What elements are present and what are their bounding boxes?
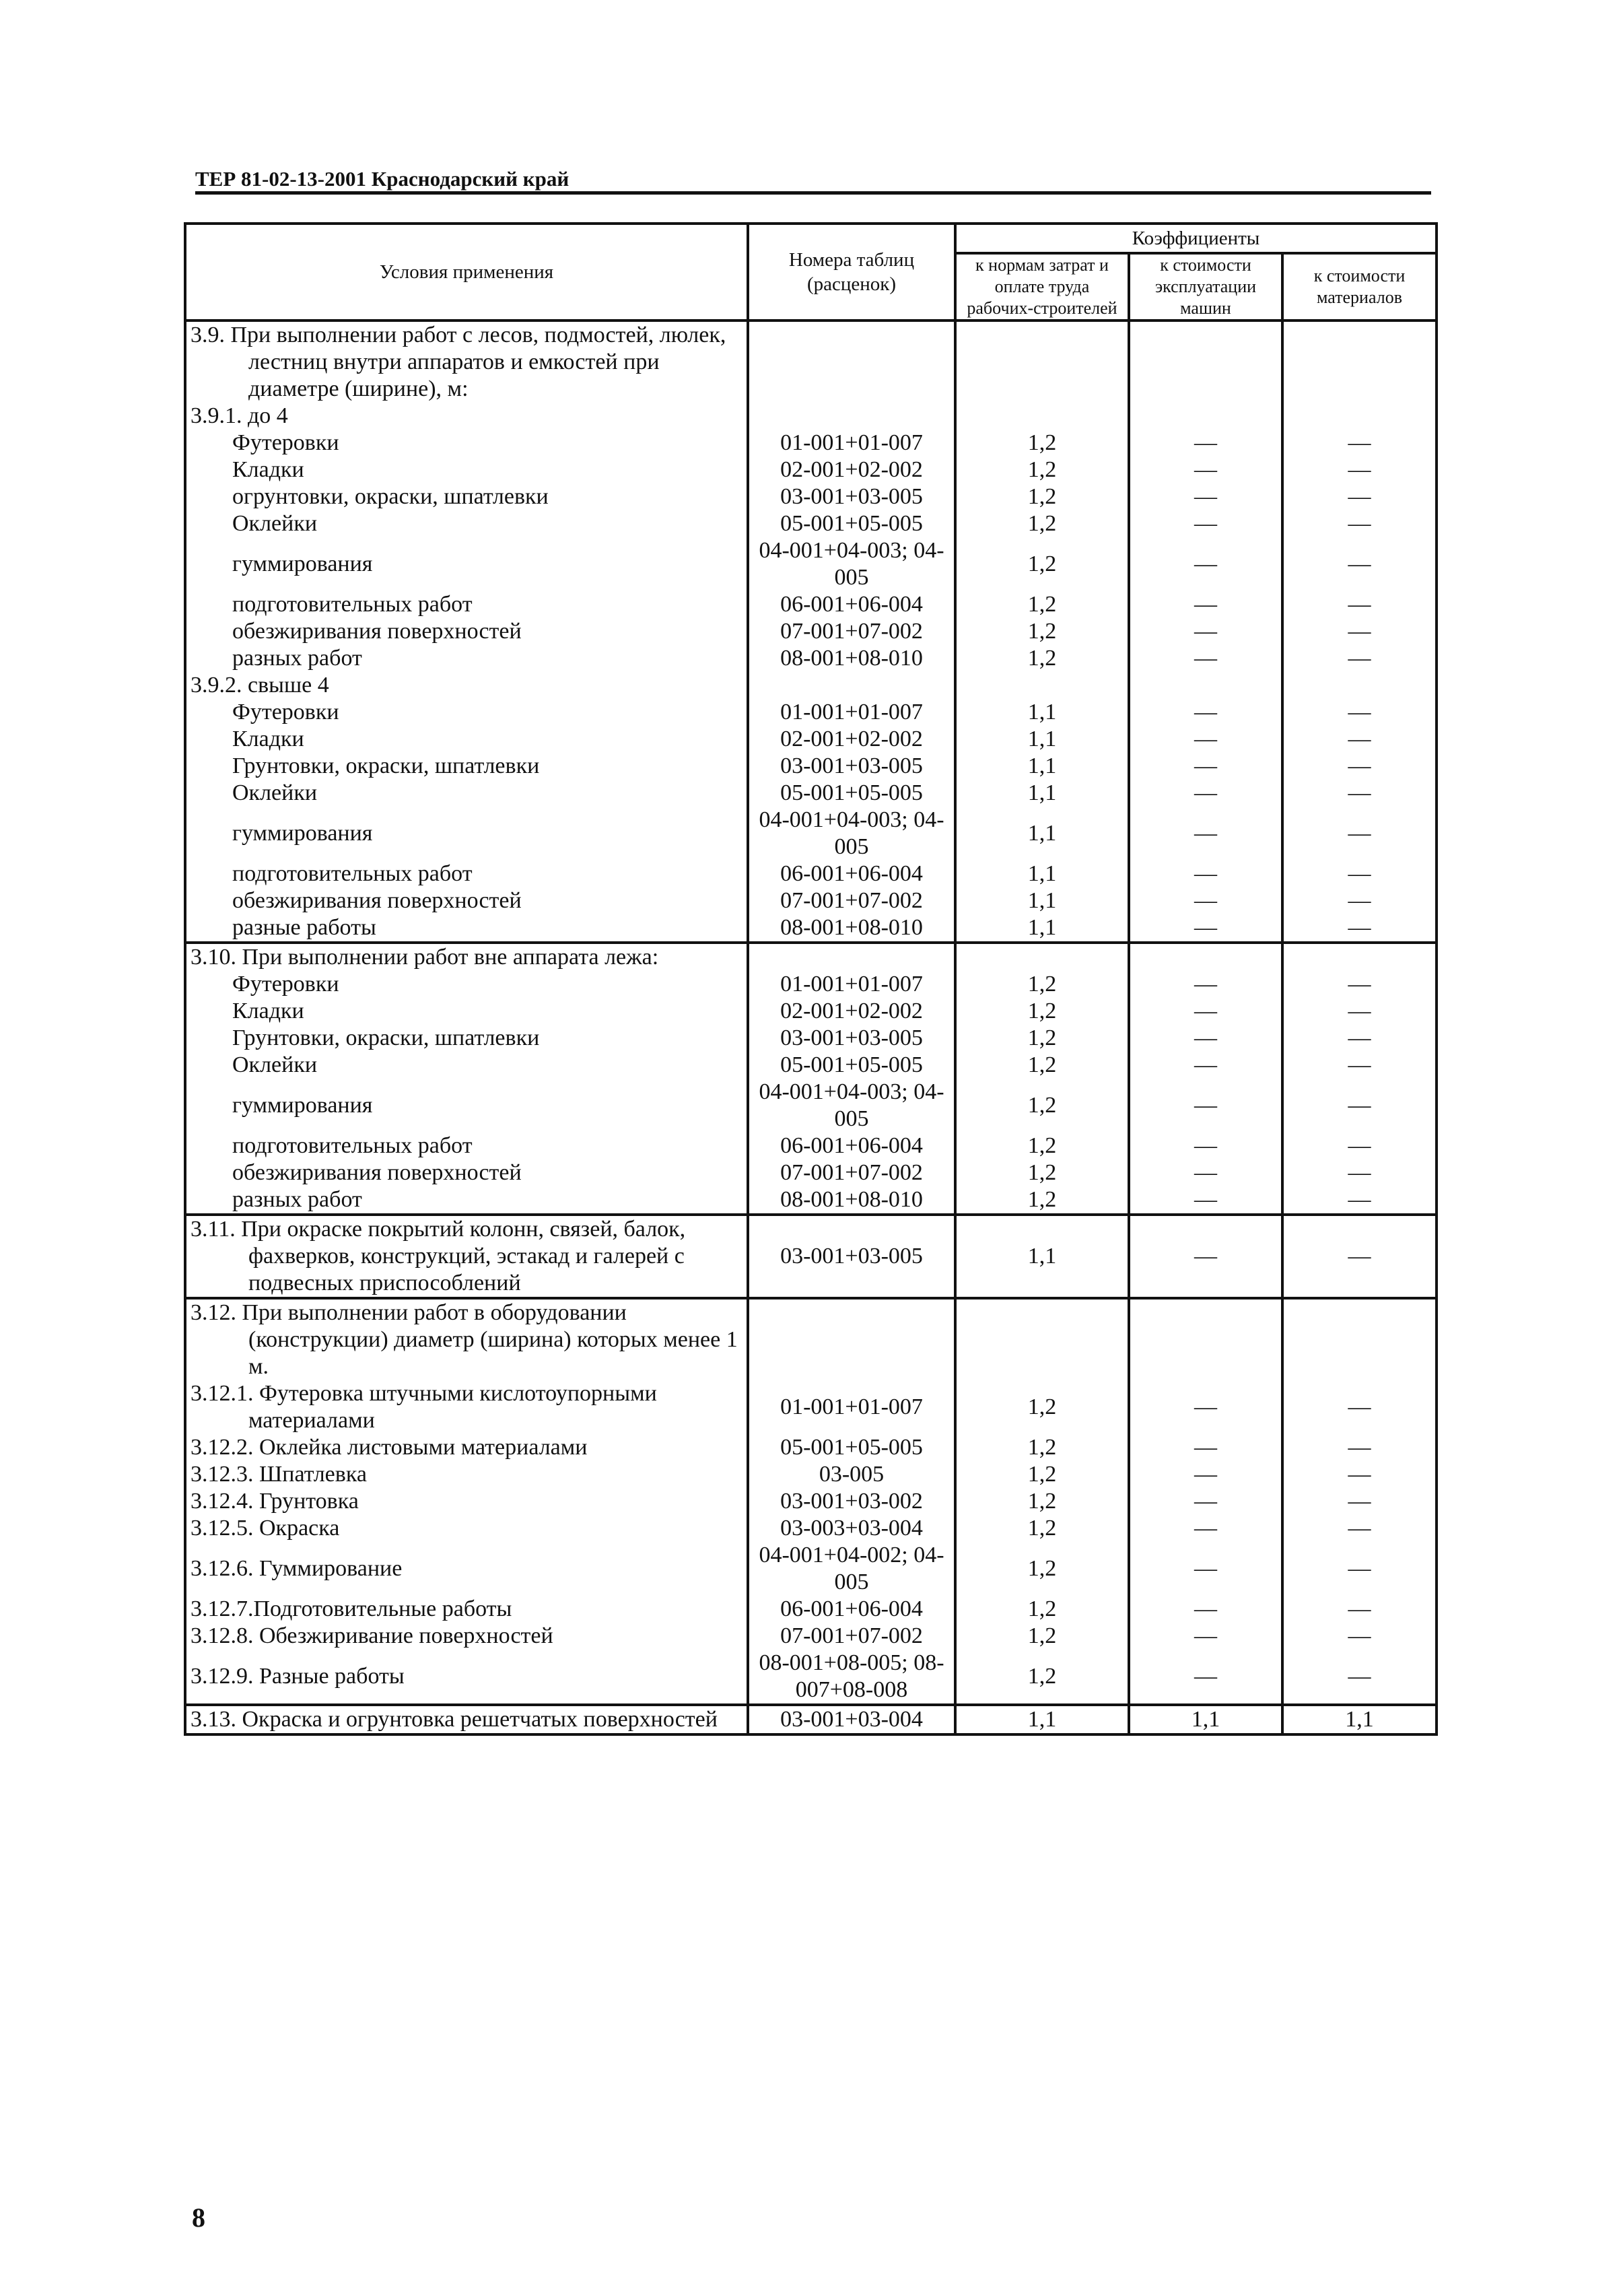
- condition-cell: [185, 1380, 748, 1434]
- table-row: [185, 1133, 1437, 1159]
- table-row: [185, 998, 1437, 1025]
- table-row: [185, 1159, 1437, 1186]
- labor-coefficient-cell: 1,2: [955, 1488, 1129, 1515]
- materials-coefficient-cell: —: [1282, 618, 1437, 645]
- machines-coefficient-cell: —: [1129, 510, 1282, 537]
- condition-cell: [185, 807, 748, 860]
- labor-coefficient-cell: 1,2: [955, 483, 1129, 510]
- materials-coefficient-cell: —: [1282, 1650, 1437, 1705]
- table-row: [185, 430, 1437, 457]
- machines-coefficient-cell: —: [1129, 1159, 1282, 1186]
- table-row: [185, 1596, 1437, 1623]
- condition-cell: [185, 753, 748, 780]
- condition-text: 3.12.2. Оклейка листовыми материалами: [191, 1435, 588, 1460]
- machines-coefficient-cell: —: [1129, 1461, 1282, 1488]
- labor-coefficient-cell: 1,2: [955, 1133, 1129, 1159]
- condition-cell: [185, 320, 748, 403]
- table-row: [185, 537, 1437, 591]
- materials-coefficient-cell: [1282, 1298, 1437, 1380]
- condition-text: 3.13. Окраска и огрунтовка решетчатых поверхностей: [191, 1707, 718, 1732]
- condition-text: разных работ: [232, 1187, 362, 1212]
- machines-coefficient-cell: —: [1129, 998, 1282, 1025]
- labor-coefficient-cell: 1,2: [955, 591, 1129, 618]
- labor-coefficient-cell: 1,2: [955, 1159, 1129, 1186]
- materials-coefficient-cell: [1282, 320, 1437, 403]
- materials-coefficient-cell: —: [1282, 971, 1437, 998]
- machines-coefficient-cell: —: [1129, 1542, 1282, 1596]
- condition-text: 3.12.8. Обезжиривание поверхностей: [191, 1623, 553, 1648]
- condition-text: Кладки: [232, 457, 304, 482]
- table-number-cell: 01-001+01-007: [748, 430, 955, 457]
- table-row: [185, 591, 1437, 618]
- materials-coefficient-cell: —: [1282, 1434, 1437, 1461]
- condition-cell: [185, 1542, 748, 1596]
- machines-coefficient-cell: —: [1129, 1434, 1282, 1461]
- condition-cell: [185, 726, 748, 753]
- condition-text: обезжиривания поверхностей: [232, 888, 522, 913]
- page-number: 8: [192, 2202, 205, 2233]
- condition-cell: [185, 1025, 748, 1052]
- condition-cell: [185, 1186, 748, 1215]
- condition-cell: [185, 943, 748, 971]
- labor-coefficient-cell: 1,1: [955, 699, 1129, 726]
- materials-coefficient-cell: —: [1282, 1079, 1437, 1133]
- table-row: [185, 1461, 1437, 1488]
- table-number-cell: 04-001+04-003; 04-005: [748, 1079, 955, 1133]
- table-row: [185, 914, 1437, 943]
- labor-coefficient-cell: 1,1: [955, 726, 1129, 753]
- condition-text: 3.12.1. Футеровка штучными кислотоупорными материалами: [191, 1381, 657, 1433]
- condition-text: подготовительных работ: [232, 861, 473, 886]
- labor-coefficient-cell: 1,2: [955, 1650, 1129, 1705]
- labor-coefficient-cell: 1,2: [955, 457, 1129, 483]
- table-number-cell: 02-001+02-002: [748, 457, 955, 483]
- machines-coefficient-cell: —: [1129, 1052, 1282, 1079]
- condition-text: 3.12.5. Окраска: [191, 1516, 340, 1541]
- machines-coefficient-cell: —: [1129, 430, 1282, 457]
- condition-text: подготовительных работ: [232, 592, 473, 617]
- materials-coefficient-cell: —: [1282, 537, 1437, 591]
- condition-text: Оклейки: [232, 780, 318, 805]
- materials-coefficient-cell: —: [1282, 1025, 1437, 1052]
- table-number-cell: 03-001+03-005: [748, 1215, 955, 1298]
- materials-coefficient-cell: 1,1: [1282, 1705, 1437, 1734]
- table-number-cell: 06-001+06-004: [748, 591, 955, 618]
- table-number-cell: 05-001+05-005: [748, 780, 955, 807]
- machines-coefficient-cell: —: [1129, 483, 1282, 510]
- header-labor: к нормам затрат и оплате труда рабочих-строителей: [955, 253, 1129, 320]
- coefficients-table: [184, 222, 1438, 1736]
- table-number-cell: 07-001+07-002: [748, 618, 955, 645]
- condition-text: 3.11. При окраске покрытий колонн, связей, балок, фахверков, конструкций, эстакад и галерей с подвесных приспособлений: [191, 1217, 686, 1295]
- condition-text: 3.12.3. Шпатлевка: [191, 1462, 367, 1487]
- labor-coefficient-cell: 1,1: [955, 887, 1129, 914]
- materials-coefficient-cell: —: [1282, 998, 1437, 1025]
- condition-cell: [185, 618, 748, 645]
- materials-coefficient-cell: —: [1282, 1515, 1437, 1542]
- machines-coefficient-cell: —: [1129, 618, 1282, 645]
- table-number-cell: 03-001+03-005: [748, 753, 955, 780]
- table-number-cell: 02-001+02-002: [748, 998, 955, 1025]
- table-number-cell: 01-001+01-007: [748, 1380, 955, 1434]
- labor-coefficient-cell: 1,2: [955, 1515, 1129, 1542]
- table-row: [185, 1542, 1437, 1596]
- condition-cell: [185, 1596, 748, 1623]
- labor-coefficient-cell: 1,2: [955, 971, 1129, 998]
- table-number-cell: 04-001+04-002; 04-005: [748, 1542, 955, 1596]
- condition-cell: [185, 1434, 748, 1461]
- table-row: [185, 483, 1437, 510]
- labor-coefficient-cell: 1,1: [955, 780, 1129, 807]
- condition-text: Оклейки: [232, 511, 318, 536]
- table-number-cell: 06-001+06-004: [748, 860, 955, 887]
- table-row: [185, 1052, 1437, 1079]
- table-row: [185, 672, 1437, 699]
- materials-coefficient-cell: —: [1282, 1159, 1437, 1186]
- condition-text: Футеровки: [232, 700, 339, 724]
- machines-coefficient-cell: —: [1129, 1186, 1282, 1215]
- table-row: [185, 943, 1437, 971]
- table-row: [185, 403, 1437, 430]
- machines-coefficient-cell: —: [1129, 1380, 1282, 1434]
- materials-coefficient-cell: —: [1282, 887, 1437, 914]
- materials-coefficient-cell: —: [1282, 1215, 1437, 1298]
- labor-coefficient-cell: 1,2: [955, 998, 1129, 1025]
- machines-coefficient-cell: [1129, 672, 1282, 699]
- labor-coefficient-cell: [955, 672, 1129, 699]
- materials-coefficient-cell: —: [1282, 430, 1437, 457]
- labor-coefficient-cell: 1,2: [955, 645, 1129, 672]
- condition-cell: [185, 1515, 748, 1542]
- labor-coefficient-cell: 1,1: [955, 860, 1129, 887]
- condition-cell: [185, 1079, 748, 1133]
- condition-cell: [185, 1705, 748, 1734]
- table-number-cell: 05-001+05-005: [748, 1434, 955, 1461]
- machines-coefficient-cell: —: [1129, 887, 1282, 914]
- table-number-cell: 03-001+03-005: [748, 483, 955, 510]
- table-row: [185, 780, 1437, 807]
- materials-coefficient-cell: —: [1282, 726, 1437, 753]
- labor-coefficient-cell: 1,1: [955, 807, 1129, 860]
- table-row: [185, 1623, 1437, 1650]
- document-header: ТЕР 81-02-13-2001 Краснодарский край: [195, 167, 569, 191]
- labor-coefficient-cell: 1,2: [955, 1596, 1129, 1623]
- condition-text: Футеровки: [232, 430, 339, 455]
- table-row: [185, 971, 1437, 998]
- condition-cell: [185, 971, 748, 998]
- condition-text: 3.12.7.Подготовительные работы: [191, 1596, 512, 1621]
- condition-cell: [185, 430, 748, 457]
- labor-coefficient-cell: 1,2: [955, 1079, 1129, 1133]
- condition-text: Грунтовки, окраски, шпатлевки: [232, 1025, 540, 1050]
- table-number-cell: 04-001+04-003; 04-005: [748, 807, 955, 860]
- table-number-cell: 02-001+02-002: [748, 726, 955, 753]
- materials-coefficient-cell: —: [1282, 780, 1437, 807]
- table-row: [185, 1434, 1437, 1461]
- machines-coefficient-cell: [1129, 1298, 1282, 1380]
- condition-text: разных работ: [232, 646, 362, 671]
- table-number-cell: 05-001+05-005: [748, 510, 955, 537]
- labor-coefficient-cell: 1,1: [955, 753, 1129, 780]
- header-conditions: Условия применения: [185, 224, 748, 320]
- table-row: [185, 1515, 1437, 1542]
- table-number-cell: 03-001+03-005: [748, 1025, 955, 1052]
- machines-coefficient-cell: —: [1129, 780, 1282, 807]
- condition-cell: [185, 1461, 748, 1488]
- materials-coefficient-cell: —: [1282, 1623, 1437, 1650]
- labor-coefficient-cell: 1,2: [955, 1025, 1129, 1052]
- table-row: [185, 807, 1437, 860]
- table-number-cell: [748, 672, 955, 699]
- materials-coefficient-cell: —: [1282, 1596, 1437, 1623]
- table-number-cell: 07-001+07-002: [748, 1159, 955, 1186]
- machines-coefficient-cell: [1129, 320, 1282, 403]
- machines-coefficient-cell: —: [1129, 1079, 1282, 1133]
- table-row: [185, 618, 1437, 645]
- table-number-cell: 06-001+06-004: [748, 1596, 955, 1623]
- materials-coefficient-cell: —: [1282, 1542, 1437, 1596]
- header-materials: к стоимости материалов: [1282, 253, 1437, 320]
- labor-coefficient-cell: 1,2: [955, 1461, 1129, 1488]
- labor-coefficient-cell: 1,1: [955, 1705, 1129, 1734]
- table-row: [185, 887, 1437, 914]
- condition-text: 3.9. При выполнении работ с лесов, подмостей, люлек, лестниц внутри аппаратов и емкостей при диаметре (ширине), м:: [191, 323, 726, 401]
- machines-coefficient-cell: —: [1129, 971, 1282, 998]
- table-number-cell: [748, 943, 955, 971]
- labor-coefficient-cell: [955, 403, 1129, 430]
- condition-text: Кладки: [232, 727, 304, 751]
- condition-cell: [185, 672, 748, 699]
- condition-text: Футеровки: [232, 972, 339, 997]
- machines-coefficient-cell: —: [1129, 1488, 1282, 1515]
- labor-coefficient-cell: 1,2: [955, 618, 1129, 645]
- labor-coefficient-cell: 1,1: [955, 1215, 1129, 1298]
- condition-text: Кладки: [232, 999, 304, 1023]
- table-number-cell: 08-001+08-005; 08-007+08-008: [748, 1650, 955, 1705]
- machines-coefficient-cell: —: [1129, 1623, 1282, 1650]
- labor-coefficient-cell: 1,2: [955, 537, 1129, 591]
- materials-coefficient-cell: —: [1282, 1488, 1437, 1515]
- table-number-cell: 01-001+01-007: [748, 971, 955, 998]
- table-row: [185, 457, 1437, 483]
- materials-coefficient-cell: —: [1282, 1133, 1437, 1159]
- table-number-cell: [748, 1298, 955, 1380]
- labor-coefficient-cell: 1,2: [955, 1186, 1129, 1215]
- table-row: [185, 1186, 1437, 1215]
- machines-coefficient-cell: —: [1129, 914, 1282, 943]
- labor-coefficient-cell: 1,2: [955, 1434, 1129, 1461]
- labor-coefficient-cell: 1,2: [955, 1380, 1129, 1434]
- machines-coefficient-cell: —: [1129, 1025, 1282, 1052]
- condition-text: 3.12.9. Разные работы: [191, 1664, 405, 1689]
- condition-cell: [185, 1215, 748, 1298]
- table-number-cell: 08-001+08-010: [748, 645, 955, 672]
- table-body: [185, 320, 1437, 1734]
- materials-coefficient-cell: —: [1282, 914, 1437, 943]
- table-number-cell: [748, 403, 955, 430]
- condition-cell: [185, 1298, 748, 1380]
- materials-coefficient-cell: —: [1282, 457, 1437, 483]
- condition-text: 3.9.2. свыше 4: [191, 673, 329, 698]
- table-number-cell: 03-003+03-004: [748, 1515, 955, 1542]
- machines-coefficient-cell: —: [1129, 537, 1282, 591]
- table-number-cell: 07-001+07-002: [748, 1623, 955, 1650]
- condition-cell: [185, 1488, 748, 1515]
- table-number-cell: 07-001+07-002: [748, 887, 955, 914]
- labor-coefficient-cell: 1,2: [955, 510, 1129, 537]
- table-row: [185, 1215, 1437, 1298]
- table-row: [185, 1705, 1437, 1734]
- machines-coefficient-cell: 1,1: [1129, 1705, 1282, 1734]
- materials-coefficient-cell: —: [1282, 645, 1437, 672]
- condition-text: 3.9.1. до 4: [191, 403, 288, 428]
- materials-coefficient-cell: [1282, 943, 1437, 971]
- table-number-cell: [748, 320, 955, 403]
- table-number-cell: 05-001+05-005: [748, 1052, 955, 1079]
- table-number-cell: 03-001+03-004: [748, 1705, 955, 1734]
- machines-coefficient-cell: —: [1129, 645, 1282, 672]
- condition-text: гуммирования: [232, 1093, 373, 1118]
- table-number-cell: 03-005: [748, 1461, 955, 1488]
- machines-coefficient-cell: —: [1129, 1650, 1282, 1705]
- condition-text: подготовительных работ: [232, 1133, 473, 1158]
- condition-text: огрунтовки, окраски, шпатлевки: [232, 484, 549, 509]
- table-number-cell: 06-001+06-004: [748, 1133, 955, 1159]
- table-number-cell: 03-001+03-002: [748, 1488, 955, 1515]
- machines-coefficient-cell: —: [1129, 726, 1282, 753]
- machines-coefficient-cell: [1129, 943, 1282, 971]
- condition-cell: [185, 998, 748, 1025]
- condition-cell: [185, 914, 748, 943]
- condition-text: обезжиривания поверхностей: [232, 619, 522, 644]
- table-number-cell: 08-001+08-010: [748, 1186, 955, 1215]
- materials-coefficient-cell: —: [1282, 699, 1437, 726]
- machines-coefficient-cell: —: [1129, 699, 1282, 726]
- materials-coefficient-cell: —: [1282, 807, 1437, 860]
- labor-coefficient-cell: 1,2: [955, 430, 1129, 457]
- condition-cell: [185, 1623, 748, 1650]
- condition-cell: [185, 510, 748, 537]
- condition-cell: [185, 537, 748, 591]
- machines-coefficient-cell: —: [1129, 457, 1282, 483]
- labor-coefficient-cell: 1,1: [955, 914, 1129, 943]
- table-row: [185, 726, 1437, 753]
- machines-coefficient-cell: —: [1129, 1215, 1282, 1298]
- materials-coefficient-cell: —: [1282, 483, 1437, 510]
- table-number-cell: 08-001+08-010: [748, 914, 955, 943]
- materials-coefficient-cell: [1282, 672, 1437, 699]
- machines-coefficient-cell: —: [1129, 1596, 1282, 1623]
- table-number-cell: 04-001+04-003; 04-005: [748, 537, 955, 591]
- condition-cell: [185, 780, 748, 807]
- materials-coefficient-cell: —: [1282, 1461, 1437, 1488]
- machines-coefficient-cell: [1129, 403, 1282, 430]
- machines-coefficient-cell: —: [1129, 807, 1282, 860]
- condition-cell: [185, 1052, 748, 1079]
- condition-cell: [185, 591, 748, 618]
- labor-coefficient-cell: [955, 1298, 1129, 1380]
- condition-text: Оклейки: [232, 1052, 318, 1077]
- labor-coefficient-cell: 1,2: [955, 1623, 1129, 1650]
- machines-coefficient-cell: —: [1129, 1133, 1282, 1159]
- condition-text: 3.12. При выполнении работ в оборудовании (конструкции) диаметр (ширина) которых менее 1 м.: [191, 1300, 738, 1379]
- materials-coefficient-cell: —: [1282, 860, 1437, 887]
- condition-cell: [185, 1650, 748, 1705]
- table-row: [185, 1079, 1437, 1133]
- condition-cell: [185, 1133, 748, 1159]
- table-row: [185, 1025, 1437, 1052]
- machines-coefficient-cell: —: [1129, 753, 1282, 780]
- table-number-cell: 01-001+01-007: [748, 699, 955, 726]
- materials-coefficient-cell: [1282, 403, 1437, 430]
- condition-cell: [185, 457, 748, 483]
- table-row: [185, 699, 1437, 726]
- labor-coefficient-cell: [955, 320, 1129, 403]
- condition-text: гуммирования: [232, 821, 373, 846]
- table-row: [185, 1380, 1437, 1434]
- condition-cell: [185, 699, 748, 726]
- condition-text: 3.12.4. Грунтовка: [191, 1489, 359, 1514]
- table-row: [185, 1488, 1437, 1515]
- condition-text: разные работы: [232, 915, 376, 940]
- materials-coefficient-cell: —: [1282, 591, 1437, 618]
- condition-text: Грунтовки, окраски, шпатлевки: [232, 753, 540, 778]
- header-machines: к стоимости эксплуатации машин: [1129, 253, 1282, 320]
- condition-cell: [185, 1159, 748, 1186]
- table-row: [185, 510, 1437, 537]
- table-row: [185, 860, 1437, 887]
- condition-cell: [185, 483, 748, 510]
- materials-coefficient-cell: —: [1282, 753, 1437, 780]
- table-row: [185, 1650, 1437, 1705]
- machines-coefficient-cell: —: [1129, 860, 1282, 887]
- header-table-numbers: Номера таблиц (расценок): [748, 224, 955, 320]
- materials-coefficient-cell: —: [1282, 1380, 1437, 1434]
- table-row: [185, 645, 1437, 672]
- condition-text: обезжиривания поверхностей: [232, 1160, 522, 1185]
- materials-coefficient-cell: —: [1282, 1052, 1437, 1079]
- condition-text: 3.12.6. Гуммирование: [191, 1556, 403, 1581]
- condition-cell: [185, 887, 748, 914]
- labor-coefficient-cell: 1,2: [955, 1052, 1129, 1079]
- materials-coefficient-cell: —: [1282, 1186, 1437, 1215]
- header-coefficients: Коэффициенты: [955, 224, 1437, 253]
- labor-coefficient-cell: [955, 943, 1129, 971]
- table-row: [185, 1298, 1437, 1380]
- condition-cell: [185, 645, 748, 672]
- condition-text: 3.10. При выполнении работ вне аппарата лежа:: [191, 945, 659, 970]
- table-row: [185, 320, 1437, 403]
- condition-cell: [185, 403, 748, 430]
- labor-coefficient-cell: 1,2: [955, 1542, 1129, 1596]
- condition-text: гуммирования: [232, 551, 373, 576]
- machines-coefficient-cell: —: [1129, 1515, 1282, 1542]
- condition-cell: [185, 860, 748, 887]
- materials-coefficient-cell: —: [1282, 510, 1437, 537]
- machines-coefficient-cell: —: [1129, 591, 1282, 618]
- header-rule: [195, 191, 1431, 195]
- table-row: [185, 753, 1437, 780]
